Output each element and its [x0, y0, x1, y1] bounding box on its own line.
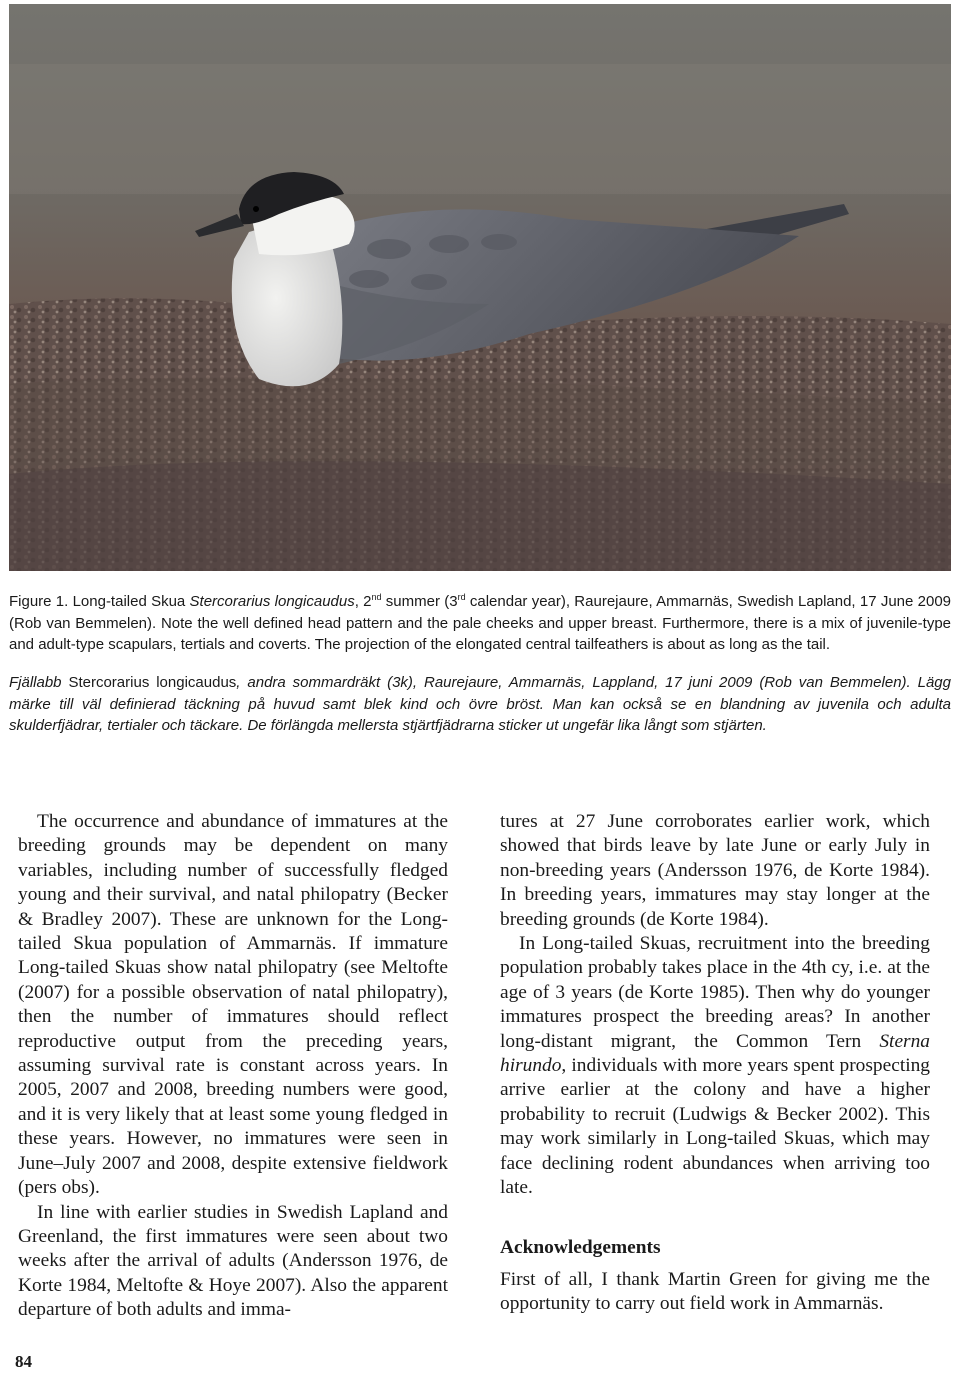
long-tailed-skua-photo — [9, 4, 951, 571]
figure-caption-swedish: Fjällabb Stercorarius longicaudus, andra sommardräkt (3k), Raurejaure, Ammarnäs, Lappland, 17 juni 2009 (Rob van Bemmelen). Lägg märke till väl definierad täckning på huvud samt blek kind och övre bröst. Man kan också se en blandning av juvenila och adulta skulderfjädrar, tertialer och täckare. De förlängda mellersta stjärtfjädrarna sticker ut ungefär lika långt som stjärten. — [9, 674, 951, 734]
acknowledgements-text: First of all, I thank Martin Green for giving me the opportunity to carry out field work in Ammarnäs. — [500, 1268, 930, 1315]
body-paragraph: In line with earlier studies in Swedish Lapland and Greenland, the first immatures were seen about two weeks after the arrival of adults (Andersson 1976, de Korte 1984, Meltofte & Hoye 2007). Also the apparent departure of both adults and imma- — [18, 1201, 448, 1321]
acknowledgements-heading: Acknowledgements — [500, 1236, 661, 1258]
figure-caption-english: Figure 1. Long-tailed Skua Stercorarius longicaudus, 2nd summer (3rd calendar year), Raurejaure, Ammarnäs, Swedish Lapland, 17 June 2009 (Rob van Bemmelen). Note the well defined head pattern and the pale cheeks and upper breast. Furthermore, there is a mix of juvenile-type and adult-type scapulars, tertials and coverts. The projection of the elongated central tailfeathers is about as long as the tail. — [9, 592, 951, 653]
body-paragraph: The occurrence and abundance of immatures at the breeding grounds may be dependent on many variables, including number of successfully fledged young and their survival, and natal philopatry (Becker & Bradley 2007). These are unknown for the Long-tailed Skua population of Ammarnäs. If immature Long-tailed Skuas show natal philopatry (see Meltofte (2007) for a possible observation of natal philopatry), then the number of immatures should reflect reproductive output from the preceding years, assuming survival rate is constant across years. In 2005, 2007 and 2008, breeding numbers were good, and it is very likely that at least some young fledged in these years. However, no immatures were seen in June–July 2007 and 2008, despite extensive fieldwork (pers obs). — [18, 811, 448, 1199]
bird-illustration — [9, 4, 951, 571]
body-column-right — [500, 810, 930, 1317]
page-number: 84 — [15, 1352, 32, 1371]
body-paragraph: tures at 27 June corroborates earlier work, which showed that birds leave by late June or early July in non-breeding years (Andersson 1976, de Korte 1984). In breeding years, immatures may stay longer at the breeding grounds (de Korte 1984). — [500, 811, 930, 930]
body-column-left — [18, 810, 448, 1323]
body-paragraph: In Long-tailed Skuas, recruitment into the breeding population probably takes place in the 4th cy, i.e. at the age of 3 years (de Korte 1985). Then why do younger immatures prospect the breeding areas? In another long-distant migrant, the Common Tern Sterna hirundo, individuals with more years spent prospecting arrive earlier at the colony and have a higher probability to recruit (Ludwigs & Becker 2002). This may work similarly in Long-tailed Skuas, which may face declining rodent abundances when arriving too late. — [500, 933, 930, 1199]
